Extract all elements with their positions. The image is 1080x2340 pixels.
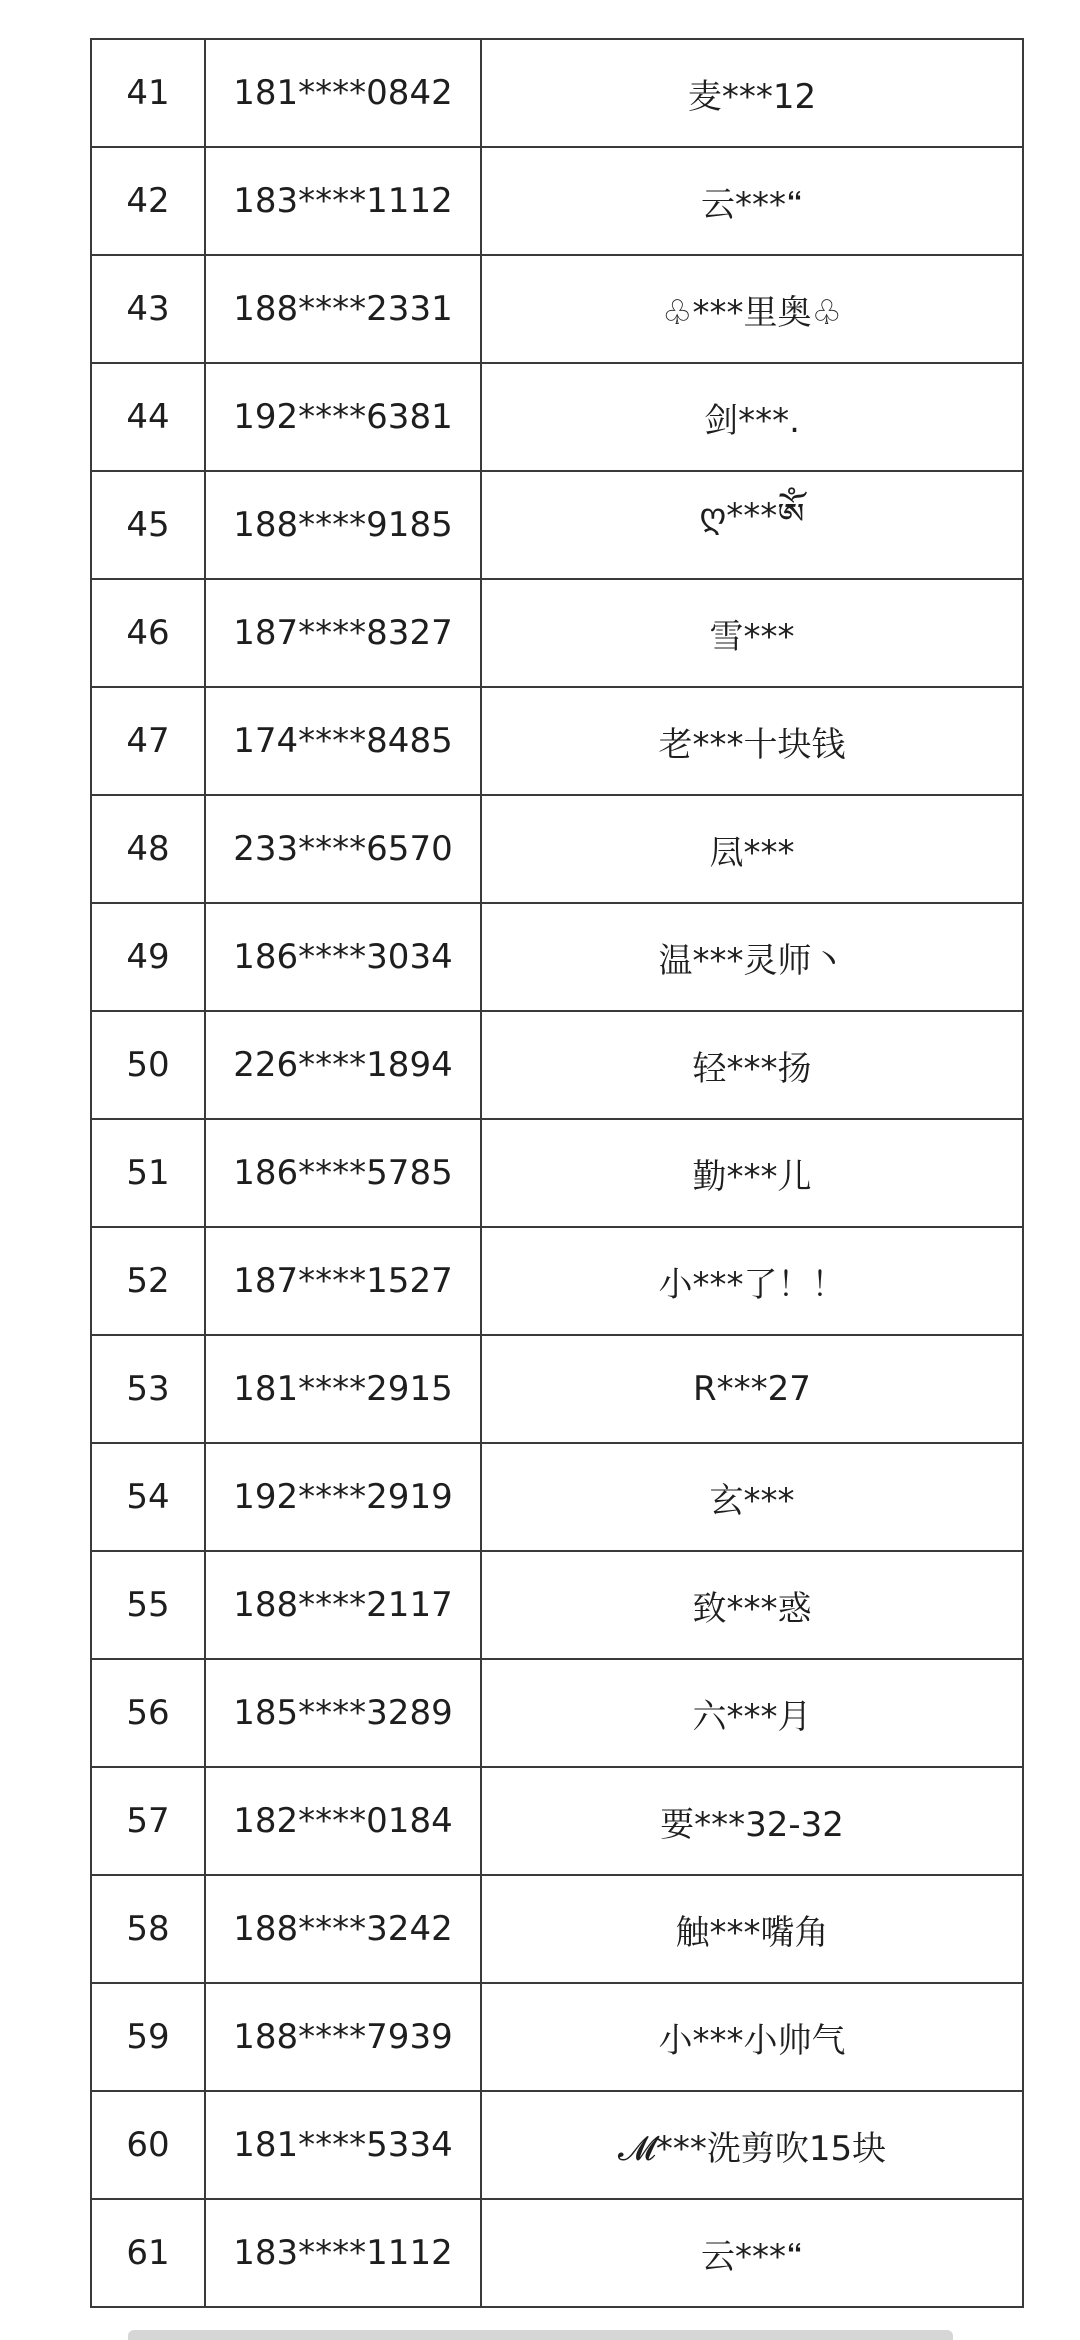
rank-cell: 44: [91, 363, 205, 471]
table-row: [91, 2091, 1023, 2199]
rank-cell: 45: [91, 471, 205, 579]
rank-cell: 47: [91, 687, 205, 795]
winners-table: [90, 38, 1024, 2308]
phone-cell: 188****2117: [205, 1551, 481, 1659]
table-row: [91, 1659, 1023, 1767]
nickname-cell: 麦***12: [481, 39, 1023, 147]
phone-cell: 192****2919: [205, 1443, 481, 1551]
winners-table-container: [90, 38, 1022, 2308]
phone-cell: 183****1112: [205, 147, 481, 255]
nickname-cell: ♧***里奥♧: [481, 255, 1023, 363]
table-row: [91, 255, 1023, 363]
table-row: [91, 1875, 1023, 1983]
table-row: [91, 1443, 1023, 1551]
table-row: [91, 1983, 1023, 2091]
rank-cell: 53: [91, 1335, 205, 1443]
nickname-cell: 触***嘴角: [481, 1875, 1023, 1983]
table-row: [91, 1227, 1023, 1335]
rank-cell: 49: [91, 903, 205, 1011]
phone-cell: 188****7939: [205, 1983, 481, 2091]
rank-cell: 48: [91, 795, 205, 903]
table-row: [91, 1119, 1023, 1227]
phone-cell: 226****1894: [205, 1011, 481, 1119]
rank-cell: 42: [91, 147, 205, 255]
table-row: [91, 903, 1023, 1011]
rank-cell: 58: [91, 1875, 205, 1983]
rank-cell: 55: [91, 1551, 205, 1659]
phone-cell: 182****0184: [205, 1767, 481, 1875]
phone-cell: 187****8327: [205, 579, 481, 687]
table-row: [91, 579, 1023, 687]
table-row: [91, 471, 1023, 579]
nickname-cell: 轻***扬: [481, 1011, 1023, 1119]
rank-cell: 59: [91, 1983, 205, 2091]
phone-cell: 181****5334: [205, 2091, 481, 2199]
phone-cell: 188****2331: [205, 255, 481, 363]
nickname-cell: 云***🙶: [481, 2199, 1023, 2307]
nickname-cell: 六***月: [481, 1659, 1023, 1767]
nickname-cell: 老***十块钱: [481, 687, 1023, 795]
nickname-cell: 要***32-32: [481, 1767, 1023, 1875]
phone-cell: 186****5785: [205, 1119, 481, 1227]
nickname-cell: 勤***儿: [481, 1119, 1023, 1227]
table-row: [91, 1011, 1023, 1119]
nickname-cell: 玄***: [481, 1443, 1023, 1551]
rank-cell: 41: [91, 39, 205, 147]
rank-cell: 46: [91, 579, 205, 687]
nickname-cell: 云***🙶: [481, 147, 1023, 255]
rank-cell: 54: [91, 1443, 205, 1551]
table-row: [91, 39, 1023, 147]
winners-table-body: [91, 39, 1023, 2307]
nickname-cell: 雪***: [481, 579, 1023, 687]
table-row: [91, 1767, 1023, 1875]
rank-cell: 56: [91, 1659, 205, 1767]
phone-cell: 187****1527: [205, 1227, 481, 1335]
nickname-cell: 小***了！！: [481, 1227, 1023, 1335]
rank-cell: 60: [91, 2091, 205, 2199]
phone-cell: 233****6570: [205, 795, 481, 903]
nickname-cell: 小***小帅气: [481, 1983, 1023, 2091]
phone-cell: 183****1112: [205, 2199, 481, 2307]
nickname-cell: ღ***ༀ: [481, 471, 1023, 579]
rank-cell: 50: [91, 1011, 205, 1119]
nickname-cell: 致***惑: [481, 1551, 1023, 1659]
phone-cell: 188****9185: [205, 471, 481, 579]
table-row: [91, 2199, 1023, 2307]
rank-cell: 52: [91, 1227, 205, 1335]
table-row: [91, 795, 1023, 903]
nickname-cell: R***27: [481, 1335, 1023, 1443]
table-row: [91, 363, 1023, 471]
table-row: [91, 1335, 1023, 1443]
table-row: [91, 687, 1023, 795]
phone-cell: 188****3242: [205, 1875, 481, 1983]
phone-cell: 181****0842: [205, 39, 481, 147]
phone-cell: 181****2915: [205, 1335, 481, 1443]
nickname-cell: 温***灵师丶: [481, 903, 1023, 1011]
phone-cell: 186****3034: [205, 903, 481, 1011]
nickname-cell: 𝓜***洗剪吹15块: [481, 2091, 1023, 2199]
table-row: [91, 1551, 1023, 1659]
next-row-edge: [128, 2330, 953, 2340]
phone-cell: 185****3289: [205, 1659, 481, 1767]
table-row: [91, 147, 1023, 255]
rank-cell: 57: [91, 1767, 205, 1875]
rank-cell: 43: [91, 255, 205, 363]
nickname-cell: 剑***.: [481, 363, 1023, 471]
rank-cell: 51: [91, 1119, 205, 1227]
phone-cell: 192****6381: [205, 363, 481, 471]
rank-cell: 61: [91, 2199, 205, 2307]
phone-cell: 174****8485: [205, 687, 481, 795]
nickname-cell: 凨***: [481, 795, 1023, 903]
